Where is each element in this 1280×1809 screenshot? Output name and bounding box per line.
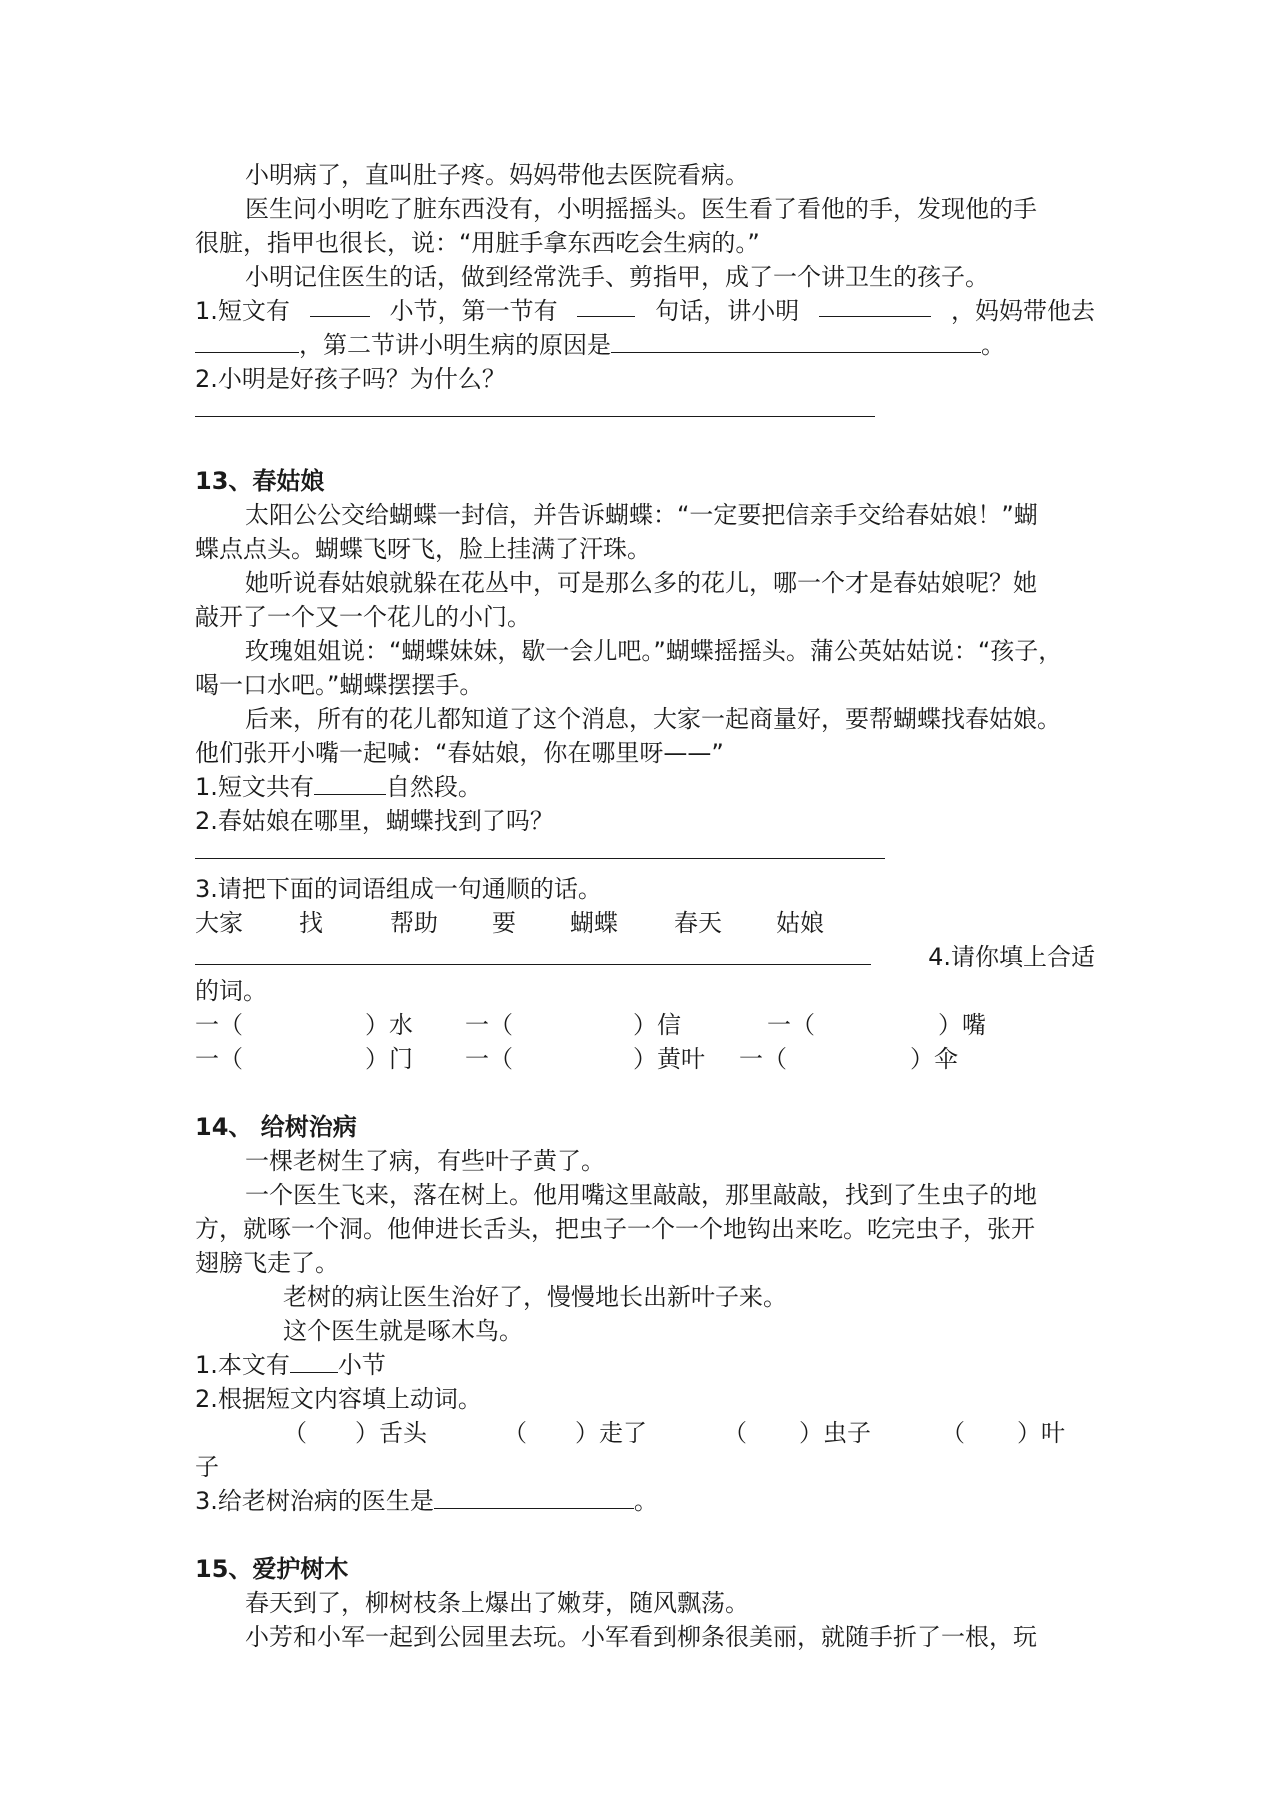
question-1: 1.本文有 小节 — [195, 1351, 386, 1379]
answer-blank[interactable] — [577, 294, 635, 317]
question-1-cont: ，第二节讲小明生病的原因是 。 — [195, 328, 1095, 362]
paragraph: 敲开了一个又一个花儿的小门。 — [195, 603, 531, 631]
question-4: 4.请你填上合适 — [195, 940, 1095, 974]
question-2: 2.根据短文内容填上动词。 — [195, 1385, 482, 1413]
paragraph: 翅膀飞走了。 — [195, 1249, 339, 1277]
section-title: 13、春姑娘 — [195, 467, 325, 495]
word: 姑娘 — [776, 909, 824, 937]
paragraph: 蝶点点头。蝴蝶飞呀飞，脸上挂满了汗珠。 — [195, 535, 651, 563]
word-list — [195, 906, 1095, 940]
word: 大家 — [195, 909, 243, 937]
question-1: 1.短文共有 自然段。 — [195, 773, 482, 801]
paragraph: 医生问小明吃了脏东西没有，小明摇摇头。医生看了看他的手，发现他的手 — [245, 195, 1037, 223]
paragraph: 春天到了，柳树枝条上爆出了嫩芽，随风飘荡。 — [245, 1589, 749, 1617]
answer-line[interactable] — [195, 838, 885, 859]
word: 帮助 — [390, 909, 438, 937]
answer-line-wrap — [195, 396, 1095, 430]
paragraph: 玫瑰姐姐说：“蝴蝶妹妹，歇一会儿吧。”蝴蝶摇摇头。蒲公英姑姑说：“孩子， — [245, 637, 1063, 665]
worksheet-page — [195, 158, 1095, 1654]
answer-blank[interactable] — [611, 330, 981, 353]
paragraph: 太阳公公交给蝴蝶一封信，并告诉蝴蝶：“一定要把信亲手交给春姑娘！”蝴 — [245, 501, 1038, 529]
answer-blank[interactable] — [195, 330, 299, 353]
paragraph: 老树的病让医生治好了，慢慢地长出新叶子来。 — [283, 1283, 787, 1311]
word: 春天 — [674, 909, 722, 937]
fill-row: 一（ ）门 一（ ）黄叶 一（ ）伞 — [195, 1045, 958, 1073]
word: 找 — [299, 909, 323, 937]
paragraph: 喝一口水吧。”蝴蝶摆摆手。 — [195, 671, 484, 699]
paragraph: 他们张开小嘴一起喊：“春姑娘，你在哪里呀——” — [195, 739, 724, 767]
question-4-cont: 的词。 — [195, 977, 267, 1005]
question-1: 1.短文有 小节，第一节有 句话，讲小明 ，妈妈带他去 — [195, 294, 1095, 328]
paragraph: 后来，所有的花儿都知道了这个消息，大家一起商量好，要帮蝴蝶找春姑娘。 — [245, 705, 1061, 733]
answer-line[interactable] — [195, 396, 875, 417]
question-3: 3.给老树治病的医生是 。 — [195, 1487, 658, 1515]
paragraph: 子 — [195, 1453, 219, 1481]
question-2: 2.小明是好孩子吗？为什么？ — [195, 365, 506, 393]
paragraph: 一个医生飞来，落在树上。他用嘴这里敲敲，那里敲敲，找到了生虫子的地 — [245, 1181, 1037, 1209]
answer-blank[interactable] — [819, 294, 931, 317]
answer-line[interactable] — [195, 944, 871, 965]
section-title: 15、爱护树木 — [195, 1555, 349, 1583]
answer-line-wrap — [195, 838, 1095, 872]
question-2: 2.春姑娘在哪里，蝴蝶找到了吗？ — [195, 807, 554, 835]
fill-row: （ ）舌头 （ ）走了 （ ）虫子 （ ）叶 — [283, 1419, 1065, 1447]
answer-blank[interactable] — [310, 294, 370, 317]
word: 蝴蝶 — [570, 909, 618, 937]
fill-row: 一（ ）水 一（ ）信 一（ ）嘴 — [195, 1011, 986, 1039]
answer-blank[interactable] — [434, 1486, 634, 1509]
paragraph: 很脏，指甲也很长，说：“用脏手拿东西吃会生病的。” — [195, 229, 760, 257]
paragraph: 小明记住医生的话，做到经常洗手、剪指甲，成了一个讲卫生的孩子。 — [245, 263, 989, 291]
answer-blank[interactable] — [314, 772, 386, 795]
paragraph: 她听说春姑娘就躲在花丛中，可是那么多的花儿，哪一个才是春姑娘呢？她 — [245, 569, 1037, 597]
paragraph: 小明病了，直叫肚子疼。妈妈带他去医院看病。 — [245, 161, 749, 189]
paragraph: 这个医生就是啄木鸟。 — [283, 1317, 523, 1345]
paragraph: 小芳和小军一起到公园里去玩。小军看到柳条很美丽，就随手折了一根，玩 — [245, 1623, 1037, 1651]
word: 要 — [492, 909, 516, 937]
section-title: 14、 给树治病 — [195, 1113, 357, 1141]
question-3: 3.请把下面的词语组成一句通顺的话。 — [195, 875, 602, 903]
answer-blank[interactable] — [290, 1350, 338, 1373]
paragraph: 一棵老树生了病，有些叶子黄了。 — [245, 1147, 605, 1175]
paragraph: 方，就啄一个洞。他伸进长舌头，把虫子一个一个地钩出来吃。吃完虫子，张开 — [195, 1215, 1035, 1243]
